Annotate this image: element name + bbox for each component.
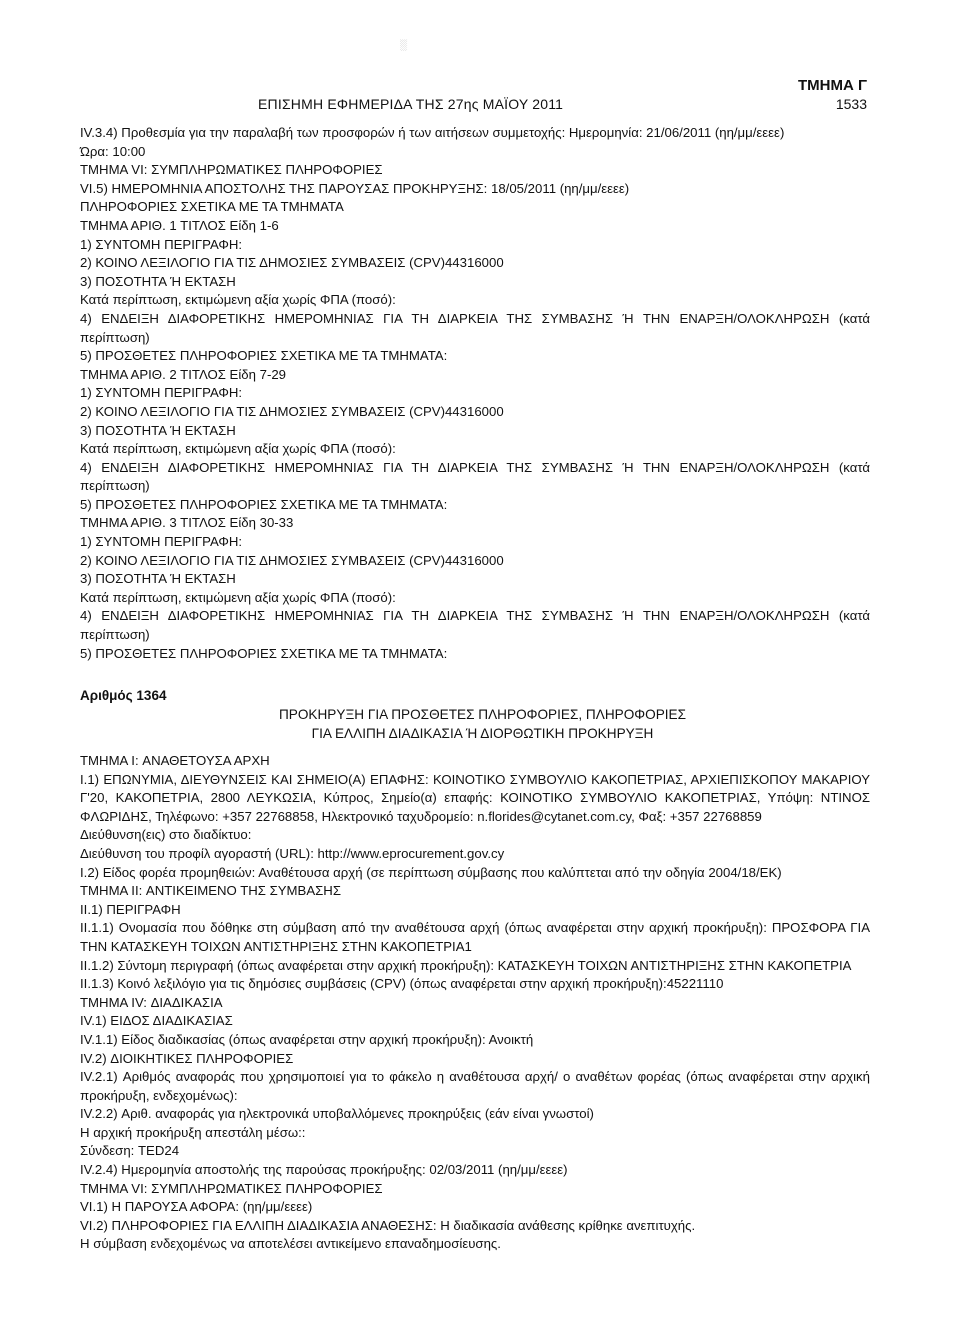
lot-short-description: 1) ΣΥΝΤΟΜΗ ΠΕΡΙΓΡΑΦΗ: (80, 534, 243, 550)
lot-value: Κατά περίπτωση, εκτιμώμενη αξία χωρίς ΦΠΑ (ποσό): (80, 441, 396, 457)
lot-short-description: 1) ΣΥΝΤΟΜΗ ΠΕΡΙΓΡΑΦΗ: (80, 236, 243, 252)
lot-value: Κατά περίπτωση, εκτιμώμενη αξία χωρίς ΦΠΑ (ποσό): (80, 292, 396, 308)
internet-addresses-label: Διεύθυνση(εις) στο διαδίκτυο: (80, 827, 252, 843)
notice-heading-line: ΠΡΟΚΗΡΥΞΗ ΓΙΑ ΠΡΟΣΘΕΤΕΣ ΠΛΗΡΟΦΟΡΙΕΣ, ΠΛΗΡΟΦΟΡΙΕΣ (278, 707, 687, 722)
section-i-title: ΤΜΗΜΑ I: ΑΝΑΘΕΤΟΥΣΑ ΑΡΧΗ (80, 753, 270, 768)
cpv-code: II.1.3) Κοινό λεξιλόγιο για τις δημόσιες συμβάσεις (CPV) (όπως αναφέρεται στην αρχική προκήρυξη):45221110 (80, 976, 724, 992)
lot-cpv: 2) ΚΟΙΝΟ ΛΕΞΙΛΟΓΙΟ ΓΙΑ ΤΙΣ ΔΗΜΟΣΙΕΣ ΣΥΜΒΑΣΕΙΣ (CPV)44316000 (80, 403, 504, 419)
lot-title: ΤΜΗΜΑ ΑΡΙΘ. 2 ΤΙΤΛΟΣ Είδη 7-29 (80, 366, 287, 382)
procedure-type-heading: IV.1) ΕΙΔΟΣ ΔΙΑΔΙΚΑΣΙΑΣ (80, 1013, 233, 1029)
lot-duration: 4) ΕΝΔΕΙΞΗ ΔΙΑΦΟΡΕΤΙΚΗΣ ΗΜΕΡΟΜΗΝΙΑΣ ΓΙΑ ΤΗ ΔΙΑΡΚΕΙΑ ΤΗΣ ΣΥΜΒΑΣΗΣ Ή ΤΗΝ ΕΝΑΡΞΗ/ΟΛΟΚΛΗΡΩΣΗ (κατά περίπτωση) (80, 459, 870, 494)
lot-short-description: 1) ΣΥΝΤΟΜΗ ΠΕΡΙΓΡΑΦΗ: (80, 385, 243, 401)
previous-notice-continuation (80, 124, 870, 663)
unsuccessful-procedure-info: VI.2) ΠΛΗΡΟΦΟΡΙΕΣ ΓΙΑ ΕΛΛΙΠΗ ΔΙΑΔΙΚΑΣΙΑ ΑΝΑΘΕΣΗΣ: Η διαδικασία ανάθεσης κρίθηκε ανεπιτυχής. (80, 1217, 696, 1233)
time-line: Ώρα: 10:00 (80, 143, 146, 159)
section-vi-title: ΤΜΗΜΑ VI: ΣΥΜΠΛΗΡΩΜΑΤΙΚΕΣ ΠΛΗΡΟΦΟΡΙΕΣ (80, 1180, 383, 1196)
lot-quantity: 3) ΠΟΣΟΤΗΤΑ Ή ΕΚΤΑΣΗ (80, 422, 236, 438)
section-iv-title: ΤΜΗΜΑ IV: ΔΙΑΔΙΚΑΣΙΑ (80, 994, 223, 1010)
section-label: ΤΜΗΜΑ Γ (797, 77, 867, 94)
section-ii-title: ΤΜΗΜΑ II: ΑΝΤΙΚΕΙΜΕΝΟ ΤΗΣ ΣΥΜΒΑΣΗΣ (80, 883, 341, 899)
lot-additional-info: 5) ΠΡΟΣΘΕΤΕΣ ΠΛΗΡΟΦΟΡΙΕΣ ΣΧΕΤΙΚΑ ΜΕ ΤΑ ΤΜΗΜΑΤΑ: (80, 496, 448, 512)
ted-link: Σύνδεση: TED24 (80, 1143, 180, 1159)
republication-note: Η σύμβαση ενδεχομένως να αποτελέσει αντικείμενο επαναδημοσίευσης. (80, 1236, 501, 1252)
description-heading: II.1) ΠΕΡΙΓΡΑΦΗ (80, 901, 181, 917)
lot-title: ΤΜΗΜΑ ΑΡΙΘ. 1 ΤΙΤΛΟΣ Είδη 1-6 (80, 217, 279, 233)
lot-duration: 4) ΕΝΔΕΙΞΗ ΔΙΑΦΟΡΕΤΙΚΗΣ ΗΜΕΡΟΜΗΝΙΑΣ ΓΙΑ ΤΗ ΔΙΑΡΚΕΙΑ ΤΗΣ ΣΥΜΒΑΣΗΣ Ή ΤΗΝ ΕΝΑΡΞΗ/ΟΛΟΚΛΗΡΩΣΗ (κατά περίπτωση) (80, 608, 870, 643)
electronic-notice-reference: IV.2.2) Αριθ. αναφοράς για ηλεκτρονικά υποβαλλόμενες προκηρύξεις (εάν είναι γνωστοί) (80, 1106, 594, 1122)
authority-type: I.2) Είδος φορέα προμηθειών: Αναθέτουσα αρχή (σε περίπτωση σύμβασης που καλύπτεται από την οδηγία 2004/18/ΕΚ) (80, 864, 782, 880)
lot-cpv: 2) ΚΟΙΝΟ ΛΕΞΙΛΟΓΙΟ ΓΙΑ ΤΙΣ ΔΗΜΟΣΙΕΣ ΣΥΜΒΑΣΕΙΣ (CPV)44316000 (80, 552, 504, 568)
scan-speck: ░ (400, 40, 408, 51)
lot-additional-info: 5) ΠΡΟΣΘΕΤΕΣ ΠΛΗΡΟΦΟΡΙΕΣ ΣΧΕΤΙΚΑ ΜΕ ΤΑ ΤΜΗΜΑΤΑ: (80, 348, 448, 364)
buyer-profile-url: Διεύθυνση του προφίλ αγοραστή (URL): http://www.eprocurement.gov.cy (80, 845, 505, 861)
lot-block (80, 366, 870, 515)
lot-quantity: 3) ΠΟΣΟΤΗΤΑ Ή ΕΚΤΑΣΗ (80, 571, 236, 587)
notice-heading (255, 705, 710, 743)
contract-title: II.1.1) Ονομασία που δόθηκε στη σύμβαση από την αναθέτουσα αρχή (όπως αναφέρεται στην αρχική προκήρυξη): ΠΡΟΣΦΟΡΑ ΓΙΑ ΤΗΝ ΚΑΤΑΣΚΕΥΗ ΤΟΙΧΩΝ ΑΝΤΙΣΤΗΡΙΞΗΣ ΣΤΗΝ ΚΑΚΟΠΕΤΡΙΑ1 (80, 920, 870, 954)
short-description: II.1.2) Σύντομη περιγραφή (όπως αναφέρεται στην αρχική προκήρυξη): ΚΑΤΑΣΚΕΥΗ ΤΟΙΧΩΝ ΑΝΤΙΣΤΗΡΙΞΗΣ ΣΤΗΝ ΚΑΚΟΠΕΤΡΙΑ (80, 957, 852, 973)
administrative-info-heading: IV.2) ΔΙΟΙΚΗΤΙΚΕΣ ΠΛΗΡΟΦΟΡΙΕΣ (80, 1050, 294, 1066)
lot-duration: 4) ΕΝΔΕΙΞΗ ΔΙΑΦΟΡΕΤΙΚΗΣ ΗΜΕΡΟΜΗΝΙΑΣ ΓΙΑ ΤΗ ΔΙΑΡΚΕΙΑ ΤΗΣ ΣΥΜΒΑΣΗΣ Ή ΤΗΝ ΕΝΑΡΞΗ/ΟΛΟΚΛΗΡΩΣΗ (κατά περίπτωση) (80, 310, 870, 345)
gazette-title: ΕΠΙΣΗΜΗ ΕΦΗΜΕΡΙΔΑ ΤΗΣ 27ης ΜΑΪΟΥ 2011 (258, 96, 564, 112)
lots-info-heading: ΠΛΗΡΟΦΟΡΙΕΣ ΣΧΕΤΙΚΑ ΜΕ ΤΑ ΤΜΗΜΑΤΑ (80, 199, 344, 215)
deadline-line: IV.3.4) Προθεσμία για την παραλαβή των προσφορών ή των αιτήσεων συμμετοχής: Ημερομηνία: 21/06/2011 (ηη/μμ/εεεε) (80, 125, 785, 140)
dispatch-date-line: VI.5) ΗΜΕΡΟΜΗΝΙΑ ΑΠΟΣΤΟΛΗΣ ΤΗΣ ΠΑΡΟΥΣΑΣ ΠΡΟΚΗΡΥΞΗΣ: 18/05/2011 (ηη/μμ/εεεε) (80, 180, 630, 196)
lot-cpv: 2) ΚΟΙΝΟ ΛΕΞΙΛΟΓΙΟ ΓΙΑ ΤΙΣ ΔΗΜΟΣΙΕΣ ΣΥΜΒΑΣΕΙΣ (CPV)44316000 (80, 255, 504, 271)
procedure-type: IV.1.1) Είδος διαδικασίας (όπως αναφέρεται στην αρχική προκήρυξη): Ανοικτή (80, 1031, 534, 1047)
notice-number: Αριθμός 1364 (80, 688, 167, 703)
notice-heading-line: ΓΙΑ ΕΛΛΙΠΗ ΔΙΑΔΙΚΑΣΙΑ Ή ΔΙΟΡΘΩΤΙΚΗ ΠΡΟΚΗΡΥΞΗ (311, 726, 654, 741)
contracting-authority-details: I.1) ΕΠΩΝΥΜΙΑ, ΔΙΕΥΘΥΝΣΕΙΣ ΚΑΙ ΣΗΜΕΙΟ(Α) ΕΠΑΦΗΣ: ΚΟΙΝΟΤΙΚΟ ΣΥΜΒΟΥΛΙΟ ΚΑΚΟΠΕΤΡΙΑΣ, ΑΡΧΙΕΠΙΣΚΟΠΟΥ ΜΑΚΑΡΙΟΥ Γ'20, ΚΑΚΟΠΕΤΡΙΑ, 2800 ΛΕΥΚΩΣΙΑ, Κύπρος, Σημείο(α) επαφής: ΚΟΙΝΟΤΙΚΟ ΣΥΜΒΟΥΛΙΟ ΚΑΚΟΠΕΤΡΙΑΣ, Υπόψη: ΝΤΙΝΟΣ ΦΛΩΡΙΔΗΣ, Τηλέφωνο: +357 22768858, Ηλεκτρονικό ταχυδρομείο: n.florides@cytanet.com.cy, Φαξ: +357 22768859 (80, 771, 870, 824)
lot-block (80, 514, 870, 663)
section-vi-title: ΤΜΗΜΑ VI: ΣΥΜΠΛΗΡΩΜΑΤΙΚΕΣ ΠΛΗΡΟΦΟΡΙΕΣ (80, 162, 383, 178)
notice-body (80, 752, 870, 1254)
sent-via-label: Η αρχική προκήρυξη απεστάλη μέσω:: (80, 1124, 306, 1140)
lot-quantity: 3) ΠΟΣΟΤΗΤΑ Ή ΕΚΤΑΣΗ (80, 273, 236, 289)
notice-concerns: VI.1) Η ΠΑΡΟΥΣΑ ΑΦΟΡΑ: (ηη/μμ/εεεε) (80, 1199, 313, 1215)
page-header-right (798, 76, 867, 113)
lot-value: Κατά περίπτωση, εκτιμώμενη αξία χωρίς ΦΠΑ (ποσό): (80, 589, 396, 605)
page-number: 1533 (835, 96, 867, 112)
lot-additional-info: 5) ΠΡΟΣΘΕΤΕΣ ΠΛΗΡΟΦΟΡΙΕΣ ΣΧΕΤΙΚΑ ΜΕ ΤΑ ΤΜΗΜΑΤΑ: (80, 645, 448, 661)
dispatch-date: IV.2.4) Ημερομηνία αποστολής της παρούσας προκήρυξης: 02/03/2011 (ηη/μμ/εεεε) (80, 1162, 568, 1178)
lot-title: ΤΜΗΜΑ ΑΡΙΘ. 3 ΤΙΤΛΟΣ Είδη 30-33 (80, 515, 294, 531)
lot-block (80, 217, 870, 366)
file-reference-number: IV.2.1) Αριθμός αναφοράς που χρησιμοποιεί για το φάκελο η αναθέτουσα αρχή/ ο αναθέτων φορέας (όπως αναφέρεται στην αρχική προκήρυξη, ενδεχομένως): (80, 1069, 870, 1103)
